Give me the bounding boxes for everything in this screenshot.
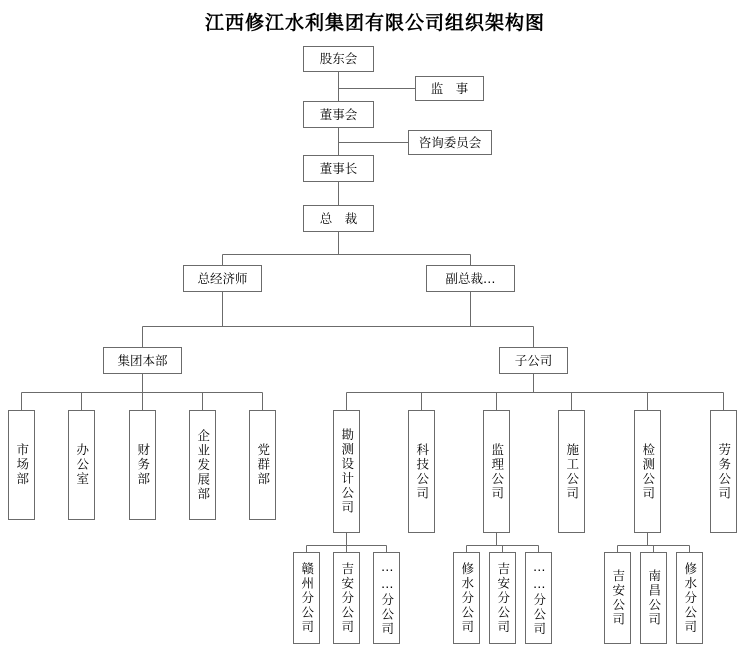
node-branch-jian-2[interactable]: 吉安分公司	[489, 552, 516, 644]
node-board-of-directors[interactable]: 董事会	[303, 101, 374, 128]
node-subsidiary-survey-design[interactable]: 勘测设计公司	[333, 410, 360, 533]
node-branch-others-1[interactable]: ……分公司	[373, 552, 400, 644]
node-department-party-mass-work[interactable]: 党群部	[249, 410, 276, 520]
node-branch-nanchang-company[interactable]: 南昌公司	[640, 552, 667, 644]
node-branch-others-2[interactable]: ……分公司	[525, 552, 552, 644]
node-branch-jian-company[interactable]: 吉安公司	[604, 552, 631, 644]
node-subsidiary-technology[interactable]: 科技公司	[408, 410, 435, 533]
node-branch-jian[interactable]: 吉安分公司	[333, 552, 360, 644]
node-subsidiaries[interactable]: 子公司	[499, 347, 568, 374]
node-chief-economist[interactable]: 总经济师	[183, 265, 262, 292]
node-branch-xiushui[interactable]: 修水分公司	[453, 552, 480, 644]
node-supervisor[interactable]: 监 事	[415, 76, 484, 101]
node-subsidiary-supervision[interactable]: 监理公司	[483, 410, 510, 533]
node-subsidiary-construction[interactable]: 施工公司	[558, 410, 585, 533]
node-branch-xiushui-company[interactable]: 修水分公司	[676, 552, 703, 644]
node-department-finance[interactable]: 财务部	[129, 410, 156, 520]
node-subsidiary-inspection[interactable]: 检测公司	[634, 410, 661, 533]
node-chairman[interactable]: 董事长	[303, 155, 374, 182]
node-shareholders[interactable]: 股东会	[303, 46, 374, 72]
page-title: 江西修江水利集团有限公司组织架构图	[204, 12, 545, 34]
node-department-market[interactable]: 市场部	[8, 410, 35, 520]
node-group-headquarters[interactable]: 集团本部	[103, 347, 182, 374]
node-branch-ganzhou[interactable]: 赣州分公司	[293, 552, 320, 644]
node-department-enterprise-development[interactable]: 企业发展部	[189, 410, 216, 520]
node-president[interactable]: 总 裁	[303, 205, 374, 232]
node-department-office[interactable]: 办公室	[68, 410, 95, 520]
node-subsidiary-labor-service[interactable]: 劳务公司	[710, 410, 737, 533]
node-advisory-committee[interactable]: 咨询委员会	[408, 130, 492, 155]
node-vice-president[interactable]: 副总裁…	[426, 265, 515, 292]
